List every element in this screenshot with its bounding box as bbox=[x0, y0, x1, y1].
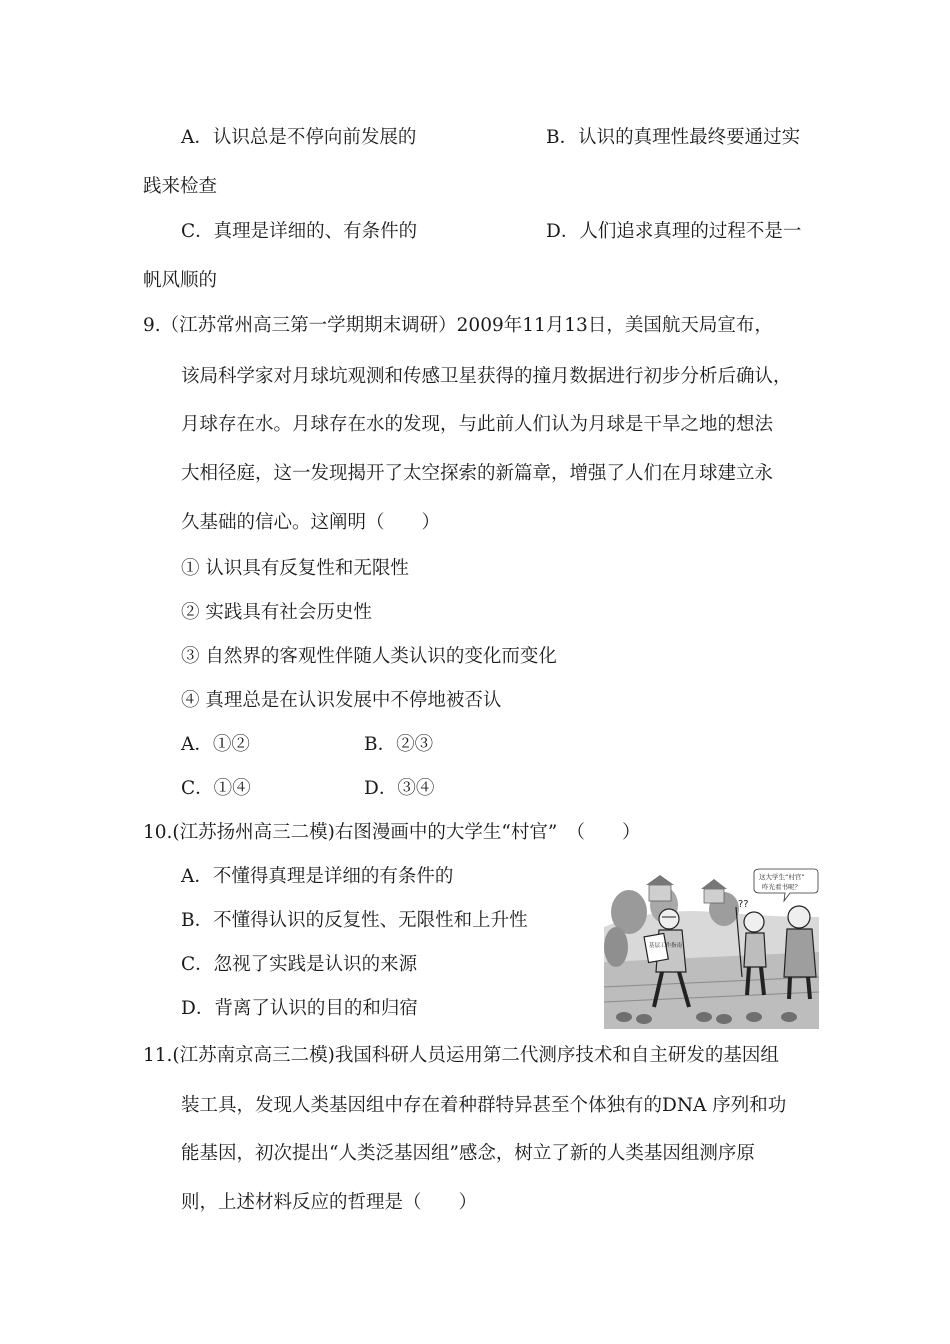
q9-option-c: C．①④ bbox=[181, 778, 251, 799]
q10-stem: 10.(江苏扬州高三二模)右图漫画中的大学生“村官” （ ） bbox=[143, 822, 641, 843]
q9-stem-line5: 久基础的信心。这阐明（ ） bbox=[181, 512, 441, 533]
q10-option-c: C．忽视了实践是认识的来源 bbox=[181, 954, 418, 975]
q10-option-b: B．不懂得认识的反复性、无限性和上升性 bbox=[181, 910, 528, 931]
q9-stem-line4: 大相径庭，这一发现揭开了太空探索的新篇章，增强了人们在月球建立永 bbox=[181, 463, 774, 484]
q8-option-b: B．认识的真理性最终要通过实 bbox=[546, 127, 801, 148]
q9-option-d: D．③④ bbox=[364, 778, 435, 799]
q11-stem-line3: 能基因，初次提出“人类泛基因组”感念，树立了新的人类基因组测序原 bbox=[181, 1143, 755, 1164]
cartoon-speech-line2: 咋光看书呢？ bbox=[762, 883, 801, 891]
q8-option-d-cont: 帆风顺的 bbox=[143, 270, 218, 291]
q11-stem-line4: 则，上述材料反应的哲理是（ ） bbox=[181, 1192, 478, 1213]
q10-option-d: D．背离了认识的目的和归宿 bbox=[181, 998, 418, 1019]
q10-option-a: A．不懂得真理是详细的有条件的 bbox=[181, 866, 454, 887]
cartoon-book-text: 基层工作指南 bbox=[649, 943, 683, 949]
q9-item-2: ② 实践具有社会历史性 bbox=[181, 602, 372, 623]
q11-stem-line1: 11.(江苏南京高三二模)我国科研人员运用第二代测序技术和自主研发的基因组 bbox=[143, 1045, 779, 1066]
q8-option-b-cont: 践来检查 bbox=[143, 176, 218, 197]
q8-option-d: D．人们追求真理的过程不是一 bbox=[546, 221, 802, 242]
q9-item-3: ③ 自然界的客观性伴随人类认识的变化而变化 bbox=[181, 646, 557, 667]
q9-option-a: A．①② bbox=[181, 734, 250, 755]
q9-item-1: ① 认识具有反复性和无限性 bbox=[181, 558, 409, 579]
q8-option-a: A．认识总是不停向前发展的 bbox=[181, 127, 417, 148]
q9-stem-line1: 9.（江苏常州高三第一学期期末调研）2009年11月13日，美国航天局宣布， bbox=[143, 315, 773, 336]
q9-option-b: B．②③ bbox=[364, 734, 434, 755]
q9-stem-line2: 该局科学家对月球坑观测和传感卫星获得的撞月数据进行初步分析后确认， bbox=[181, 366, 792, 387]
q8-option-c: C．真理是详细的、有条件的 bbox=[181, 221, 418, 242]
svg-text:??: ?? bbox=[738, 899, 749, 910]
q9-stem-line3: 月球存在水。月球存在水的发现，与此前人们认为月球是干旱之地的想法 bbox=[181, 414, 774, 435]
cartoon-illustration bbox=[604, 867, 819, 1029]
cartoon-speech-line1: 这大学生“村官” bbox=[759, 873, 805, 881]
q11-stem-line2: 装工具，发现人类基因组中存在着种群特异甚至个体独有的DNA 序列和功 bbox=[181, 1095, 787, 1116]
q9-item-4: ④ 真理总是在认识发展中不停地被否认 bbox=[181, 690, 502, 711]
